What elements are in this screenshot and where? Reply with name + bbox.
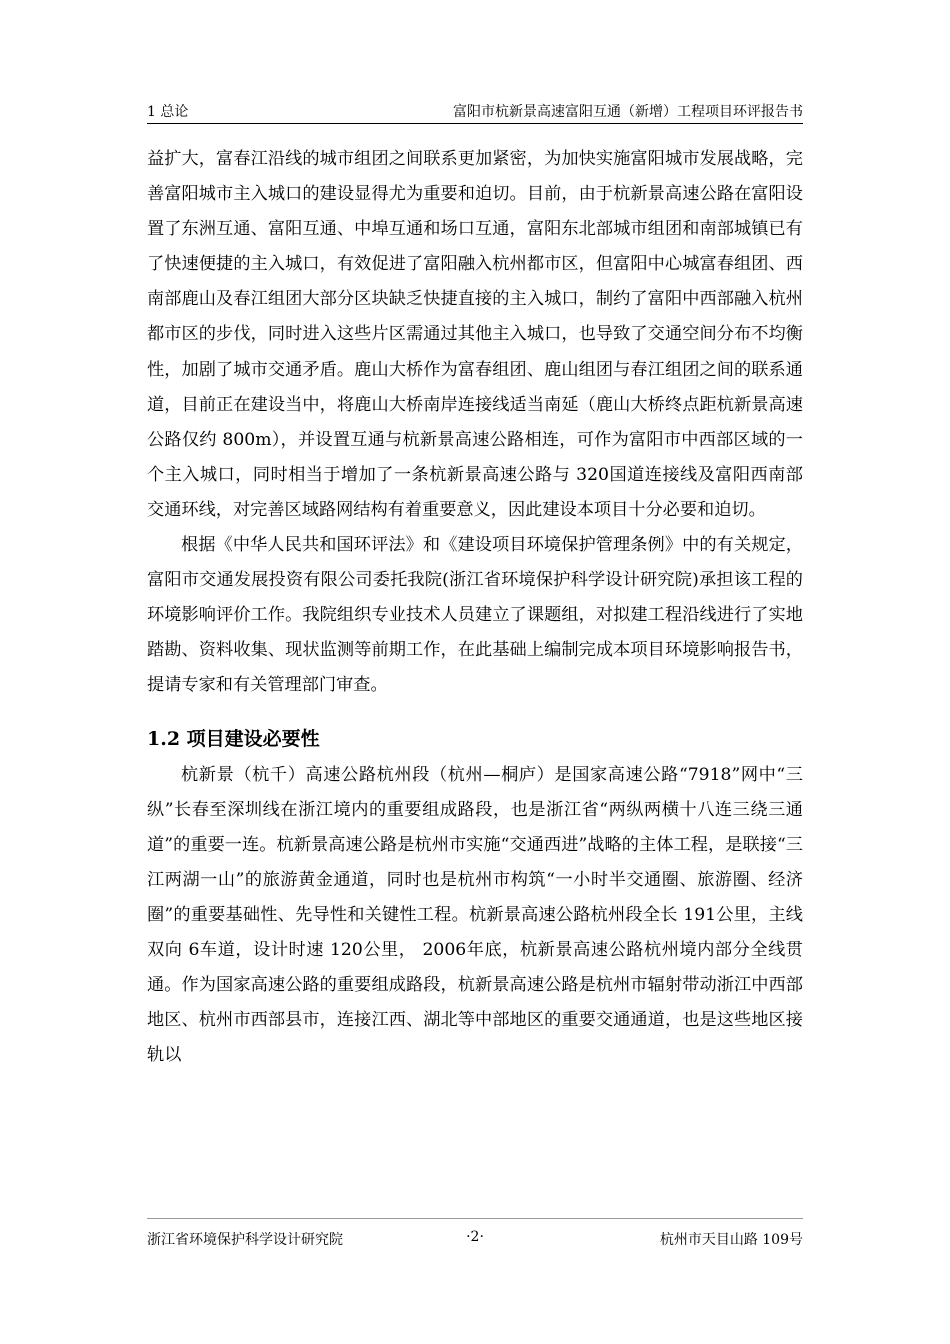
footer-address: 杭州市天目山路 109号 <box>659 1232 803 1248</box>
page-footer <box>147 1218 803 1249</box>
footer-page-number: ·2· <box>466 1229 484 1245</box>
body-paragraph-1: 益扩大，富春江沿线的城市组团之间联系更加紧密，为加快实施富阳城市发展战略，完善富阳城市主入城口的建设显得尤为重要和迫切。目前，由于杭新景高速公路在富阳设置了东洲互通、富阳互通、中埠互通和场口互通，富阳东北部城市组团和南部城镇已有了快速便捷的主入城口，有效促进了富阳融入杭州都市区，但富阳中心城富春组团、西南部鹿山及春江组团大部分区块缺乏快捷直接的主入城口，制约了富阳中西部融入杭州都市区的步伐，同时进入这些片区需通过其他主入城口，也导致了交通空间分布不均衡性，加剧了城市交通矛盾。鹿山大桥作为富春组团、鹿山组团与春江组团之间的联系通道，目前正在建设当中，将鹿山大桥南岸连接线适当南延（鹿山大桥终点距杭新景高速公路仅约 800m），并设置互通与杭新景高速公路相连，可作为富阳市中西部区域的一个主入城口，同时相当于增加了一条杭新景高速公路与 320国道连接线及富阳西南部交通环线，对完善区域路网结构有着重要意义，因此建设本项目十分必要和迫切。 <box>147 149 803 520</box>
footer-institute: 浙江省环境保护科学设计研究院 <box>147 1232 343 1248</box>
section-heading: 1.2 项目建设必要性 <box>147 727 320 750</box>
body-paragraph-3: 杭新景（杭千）高速公路杭州段（杭州—桐庐）是国家高速公路“7918”网中“三纵”长春至深圳线在浙江境内的重要组成路段，也是浙江省“两纵两横十八连三绕三通道”的重要一连。杭新景高速公路是杭州市实施“交通西进”战略的主体工程，是联接“三江两湖一山”的旅游黄金通道，同时也是杭州市构筑“一小时半交通圈、旅游圈、经济圈”的重要基础性、先导性和关键性工程。杭新景高速公路杭州段全长 191公里，主线双向 6车道，设计时速 120公里， 2006年底，杭新景高速公路杭州境内部分全线贯通。作为国家高速公路的重要组成路段，杭新景高速公路是杭州市辐射带动浙江中西部地区、杭州市西部县市，连接江西、湖北等中部地区的重要交通通道，也是这些地区接轨以 <box>147 764 803 1066</box>
page-content <box>147 142 803 1073</box>
body-paragraph-2: 根据《中华人民共和国环评法》和《建设项目环境保护管理条例》中的有关规定，富阳市交通发展投资有限公司委托我院(浙江省环境保护科学设计研究院)承担该工程的环境影响评价工作。我院组织专业技术人员建立了课题组，对拟建工程沿线进行了实地踏勘、资料收集、现状监测等前期工作，在此基础上编制完成本项目环境影响报告书，提请专家和有关管理部门审查。 <box>147 535 803 696</box>
page-header <box>147 99 803 124</box>
header-report-title: 富阳市杭新景高速富阳互通（新增）工程项目环评报告书 <box>453 104 803 120</box>
header-chapter: 1 总论 <box>147 104 189 120</box>
